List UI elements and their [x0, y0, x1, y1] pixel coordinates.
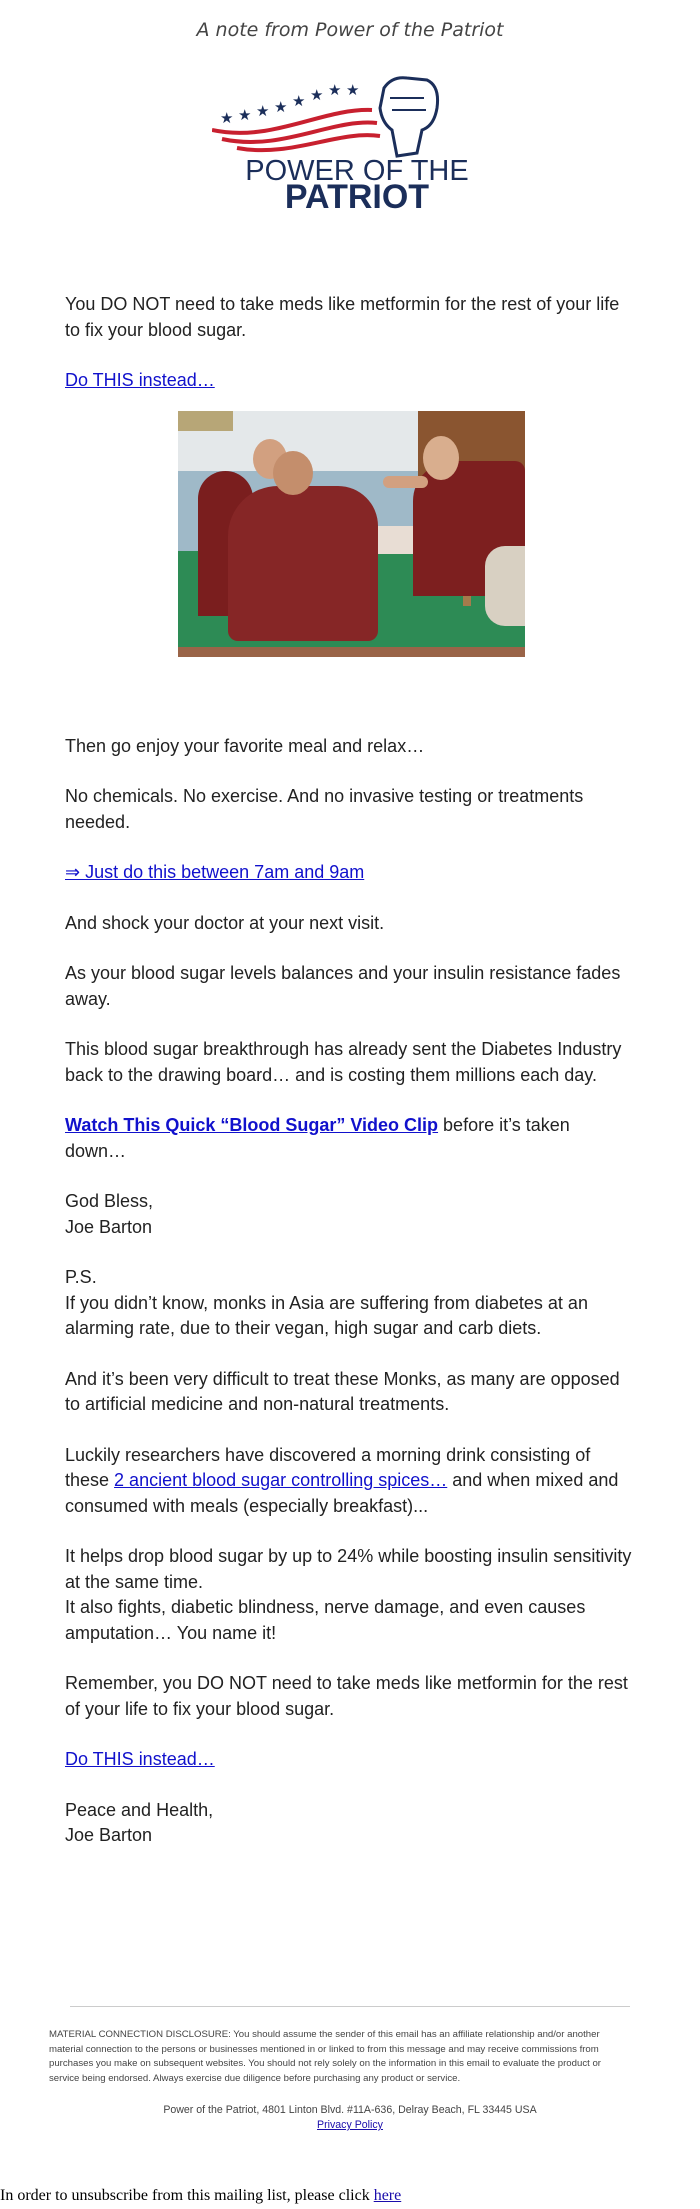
- logo-text-line2: PATRIOT: [284, 178, 430, 210]
- do-this-instead-link-2[interactable]: Do THIS instead…: [65, 1749, 215, 1769]
- svg-text:★: ★: [346, 82, 360, 99]
- signature: [65, 1189, 635, 1240]
- footer-address-block: [0, 2103, 700, 2133]
- monks-eating-photo[interactable]: [178, 411, 525, 657]
- intro-paragraph: You DO NOT need to take meds like metformin for the rest of your life to fix your blood sugar.: [65, 294, 620, 340]
- svg-text:★: ★: [292, 93, 306, 110]
- unsubscribe-line: [0, 2187, 401, 2205]
- ps-paragraph: [65, 1265, 635, 1342]
- footer-divider: [70, 2006, 630, 2007]
- paragraph: No chemicals. No exercise. And no invasive testing or treatments needed.: [65, 786, 584, 832]
- spices-paragraph: [65, 1443, 635, 1520]
- logo-text-line1: POWER OF THE: [245, 155, 469, 187]
- header-title: A note from Power of the Patriot: [196, 19, 504, 41]
- unsubscribe-link[interactable]: here: [373, 2187, 402, 2204]
- power-of-the-patriot-logo: [212, 68, 502, 210]
- email-body: [65, 292, 635, 1874]
- svg-text:★: ★: [220, 110, 234, 127]
- signer-name: Joe Barton: [65, 1216, 153, 1237]
- company-address: Power of the Patriot, 4801 Linton Blvd. #11A-636, Delray Beach, FL 33445 USA: [163, 2104, 537, 2116]
- signoff: Peace and Health,: [65, 1799, 214, 1820]
- ps-text: If you didn’t know, monks in Asia are suffering from diabetes at an alarming rate, due to their vegan, high sugar and carb diets.: [65, 1292, 588, 1338]
- svg-text:★: ★: [274, 99, 288, 116]
- signoff: God Bless,: [65, 1191, 154, 1211]
- privacy-policy-link[interactable]: Privacy Policy: [317, 2119, 383, 2131]
- spices-link[interactable]: 2 ancient blood sugar controlling spices…: [114, 1470, 448, 1490]
- material-disclosure: MATERIAL CONNECTION DISCLOSURE: You should assume the sender of this email has an affiliate relationship and/or another material connection to the persons or businesses mentioned in or linked to from this message and may receive commissions from purchases you make on subsequent websites. You should not rely solely on the information in this email to evaluate the product or service being endorsed. Always exercise due diligence before purchasing any product or service.: [49, 2029, 601, 2084]
- paragraph: And shock your doctor at your next visit.: [65, 912, 385, 933]
- svg-text:★: ★: [256, 103, 270, 120]
- paragraph: This blood sugar breakthrough has already sent the Diabetes Industry back to the drawing board… and is costing them millions each day.: [65, 1039, 622, 1085]
- svg-text:★: ★: [238, 107, 252, 124]
- do-this-instead-link[interactable]: Do THIS instead…: [65, 370, 215, 390]
- paragraph: And it’s been very difficult to treat these Monks, as many are opposed to artificial medicine and non-natural treatments.: [65, 1368, 620, 1414]
- paragraph: As your blood sugar levels balances and your insulin resistance fades away.: [65, 963, 621, 1009]
- watch-video-link[interactable]: Watch This Quick “Blood Sugar” Video Clip: [65, 1115, 439, 1135]
- svg-text:★: ★: [328, 82, 342, 99]
- spices-text-after: and when mixed and consumed with meals (especially breakfast)...: [65, 1470, 619, 1516]
- raised-fist-icon: [380, 78, 438, 156]
- ps-label: P.S.: [65, 1267, 97, 1287]
- time-window-link[interactable]: ⇒ Just do this between 7am and 9am: [65, 862, 365, 882]
- signature-2: [65, 1798, 635, 1849]
- paragraph: Remember, you DO NOT need to take meds like metformin for the rest of your life to fix your blood sugar.: [65, 1673, 628, 1719]
- spices-text-before: Luckily researchers have discovered a morning drink consisting of these: [65, 1444, 591, 1490]
- unsubscribe-text: In order to unsubscribe from this mailing list, please click: [0, 2187, 374, 2204]
- benefits-line-1: It helps drop blood sugar by up to 24% while boosting insulin sensitivity at the same time.: [65, 1546, 632, 1592]
- svg-text:★: ★: [310, 87, 324, 104]
- benefits-line-2: It also fights, diabetic blindness, nerve damage, and even causes amputation… You name it!: [65, 1597, 586, 1643]
- video-paragraph: [65, 1113, 635, 1164]
- stars-icon: [220, 82, 359, 127]
- video-paragraph-text: before it’s taken down…: [65, 1115, 570, 1161]
- paragraph: Then go enjoy your favorite meal and relax…: [65, 735, 425, 756]
- signer-name: Joe Barton: [65, 1825, 153, 1845]
- benefits-paragraph: [65, 1544, 635, 1646]
